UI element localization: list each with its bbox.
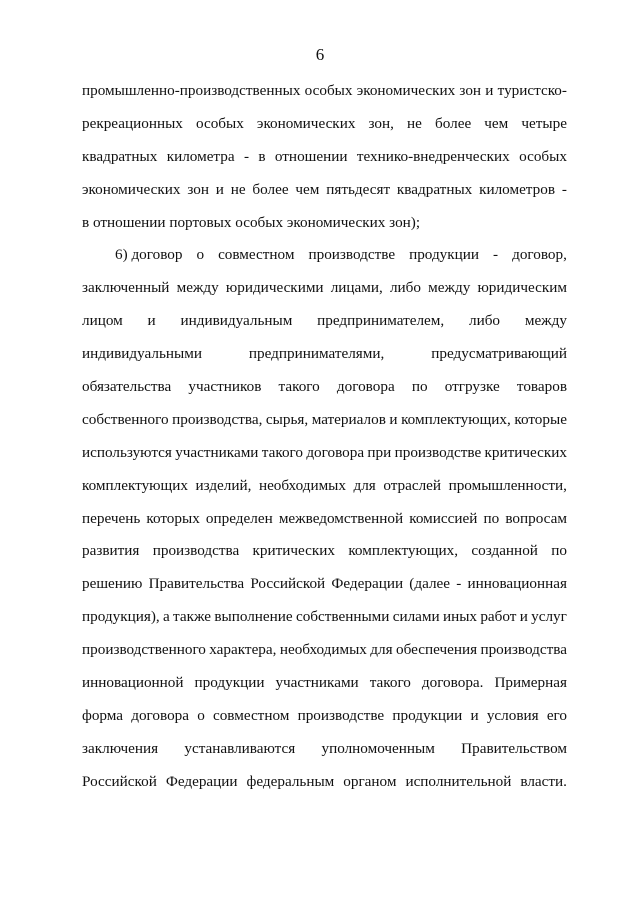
text-word: 6) договор <box>115 246 183 264</box>
text-line <box>82 509 567 529</box>
text-word: договора <box>336 378 395 396</box>
text-word: его <box>546 706 567 724</box>
text-word: комплектующих, <box>401 410 511 428</box>
text-word: юридическими <box>225 279 324 297</box>
text-word: исполнительной <box>405 772 512 790</box>
text-word: продукции <box>409 246 480 264</box>
text-word: собственного <box>82 410 169 428</box>
text-word: критических <box>484 443 567 461</box>
text-word: производстве <box>308 246 396 264</box>
text-word: и <box>215 180 224 198</box>
text-word: - <box>456 575 462 593</box>
text-word: не <box>407 114 422 132</box>
text-word: между <box>176 279 219 297</box>
text-word: чем <box>484 114 509 132</box>
text-word: инновационная <box>467 575 567 593</box>
text-line <box>82 739 567 759</box>
text-word: особых <box>519 147 567 165</box>
text-word: зон <box>187 180 209 198</box>
text-word: и <box>519 608 528 626</box>
text-word: производственного <box>82 641 206 659</box>
text-word: материалов <box>311 410 386 428</box>
text-word: вопросам <box>505 509 567 527</box>
text-word: по <box>483 509 500 527</box>
text-word: производства, <box>172 410 263 428</box>
text-word: критических <box>252 542 335 560</box>
text-word: изделий, <box>195 476 252 494</box>
text-word: километров <box>479 180 555 198</box>
text-word: характера, <box>209 641 277 659</box>
text-word: предпринимателем, <box>317 312 445 330</box>
text-word: перечень <box>82 509 141 527</box>
text-word: между <box>428 279 471 297</box>
text-word: не <box>230 180 246 198</box>
text-word: такого <box>278 378 320 396</box>
text-word: промышленности, <box>448 476 567 494</box>
text-word: - <box>493 246 499 264</box>
text-line <box>82 147 567 167</box>
text-word: для <box>353 476 376 494</box>
text-word: по <box>551 542 567 560</box>
text-word: зон <box>459 82 482 99</box>
text-word: в <box>258 147 266 165</box>
text-word: Правительством <box>461 739 567 757</box>
text-word: обеспечения <box>395 641 478 659</box>
text-word: а <box>162 608 170 626</box>
text-line <box>82 311 567 331</box>
text-word: и <box>389 410 398 428</box>
text-word: особых <box>304 82 353 99</box>
text-word: промышленно-производственных <box>82 82 301 99</box>
text-word: услуг <box>531 608 567 626</box>
text-word: договора. <box>421 674 484 692</box>
text-word: либо <box>389 279 421 297</box>
text-line <box>82 607 567 627</box>
text-line <box>82 673 567 693</box>
text-word: и <box>147 312 156 330</box>
text-line <box>82 278 567 298</box>
text-word: устанавливаются <box>184 739 296 757</box>
text-word: Российской <box>82 772 157 790</box>
text-word: индивидуальными <box>82 345 202 363</box>
text-word: отношении <box>274 147 348 165</box>
text-word: о <box>197 706 205 724</box>
text-word: договора <box>306 443 365 461</box>
text-word: квадратных <box>396 180 473 198</box>
text-word: которых <box>146 509 200 527</box>
text-line <box>82 640 567 660</box>
text-word: туристско- <box>497 82 567 99</box>
text-word: такого <box>369 674 411 692</box>
page-number: 6 <box>315 45 325 64</box>
text-line <box>82 245 567 265</box>
text-word: заключенный <box>82 279 170 297</box>
text-word: чем <box>295 180 320 198</box>
text-word: условия <box>486 706 539 724</box>
text-word: продукции <box>392 706 463 724</box>
text-word: производстве <box>297 706 385 724</box>
text-word: иных <box>442 608 478 626</box>
text-line <box>82 443 567 463</box>
text-word: решению <box>82 575 143 593</box>
text-word: форма <box>82 706 124 724</box>
text-word: силами <box>392 608 440 626</box>
text-word: между <box>524 312 567 330</box>
text-word: экономических <box>256 114 356 132</box>
text-word: либо <box>469 312 501 330</box>
text-word: юридическим <box>477 279 567 297</box>
text-word: зон, <box>368 114 394 132</box>
text-word: предусматривающий <box>431 345 567 363</box>
text-line <box>82 377 567 397</box>
text-word: которые <box>514 410 567 428</box>
text-word: выполнение <box>214 608 293 626</box>
text-word: такого <box>261 443 303 461</box>
text-word: рекреационных <box>82 114 183 132</box>
text-line <box>82 706 567 726</box>
text-word: развития <box>82 542 140 560</box>
text-line <box>82 476 567 496</box>
text-line <box>82 410 567 430</box>
text-word: технико-внедренческих <box>356 147 510 165</box>
text-line <box>82 81 567 101</box>
text-word: органом <box>343 772 397 790</box>
text-word: (далее <box>409 575 451 593</box>
text-word: комиссией <box>409 509 478 527</box>
text-word: четыре <box>521 114 567 132</box>
text-word: Российской <box>250 575 326 593</box>
text-word: экономических <box>82 180 181 198</box>
text-word: по <box>411 378 428 396</box>
text-word: сырья, <box>265 410 309 428</box>
text-word: производстве <box>394 443 482 461</box>
text-word: межведомственной <box>278 509 404 527</box>
text-line <box>82 213 567 233</box>
text-word: лицом <box>82 312 123 330</box>
text-word: собственными <box>295 608 390 626</box>
text-line <box>82 114 567 134</box>
text-word: совместном <box>218 246 295 264</box>
text-word: пятьдесят <box>326 180 391 198</box>
text-line <box>82 574 567 594</box>
text-word: при <box>367 443 392 461</box>
text-word: созданной <box>471 542 538 560</box>
body-text <box>82 81 567 805</box>
text-word: и <box>485 82 494 99</box>
text-word: также <box>173 608 212 626</box>
text-word: для <box>370 641 393 659</box>
text-word: лицами, <box>330 279 383 297</box>
text-word: совместном <box>212 706 290 724</box>
text-word: Федерации <box>165 772 238 790</box>
text-word: и <box>470 706 479 724</box>
text-word: продукции <box>194 674 265 692</box>
text-word: договора <box>131 706 189 724</box>
text-word: товаров <box>516 378 567 396</box>
text-word: комплектующих <box>82 476 188 494</box>
text-word: обязательства <box>82 378 172 396</box>
text-word: определен <box>205 509 273 527</box>
text-word: работ <box>480 608 517 626</box>
text-word: используются <box>82 443 172 461</box>
text-word: экономических <box>356 82 456 99</box>
text-word: Примерная <box>494 674 567 692</box>
text-line <box>82 344 567 364</box>
text-line <box>82 541 567 561</box>
text-word: инновационной <box>82 674 184 692</box>
text-word: заключения <box>82 739 159 757</box>
text-word: власти. <box>520 772 567 790</box>
text-word: производства <box>480 641 567 659</box>
text-line <box>82 180 567 200</box>
text-word: - <box>243 147 250 165</box>
text-word: о <box>196 246 205 264</box>
text-line <box>82 772 567 792</box>
text-word: необходимых <box>258 476 346 494</box>
text-word: участниками <box>175 443 259 461</box>
text-word: отраслей <box>383 476 442 494</box>
text-word: более <box>435 114 472 132</box>
text-word: квадратных <box>82 147 158 165</box>
text-word: необходимых <box>279 641 367 659</box>
text-word: индивидуальным <box>180 312 293 330</box>
text-word: продукция), <box>82 608 160 626</box>
text-word: производства <box>152 542 240 560</box>
text-word: отгрузке <box>444 378 500 396</box>
text-word: участников <box>188 378 262 396</box>
text-word: особых <box>195 114 244 132</box>
text-word: - <box>561 180 567 198</box>
text-word: федеральным <box>246 772 335 790</box>
text-word: участниками <box>275 674 359 692</box>
text-word: более <box>252 180 289 198</box>
text-word: комплектующих, <box>348 542 459 560</box>
text-word: Федерации <box>331 575 404 593</box>
text-word: Правительства <box>148 575 245 593</box>
text-word: километра <box>166 147 235 165</box>
text-word: уполномоченным <box>321 739 435 757</box>
text-word: в отношении портовых особых экономических зон); <box>82 213 421 231</box>
text-word: договор, <box>512 246 567 264</box>
text-word: предпринимателями, <box>248 345 385 363</box>
